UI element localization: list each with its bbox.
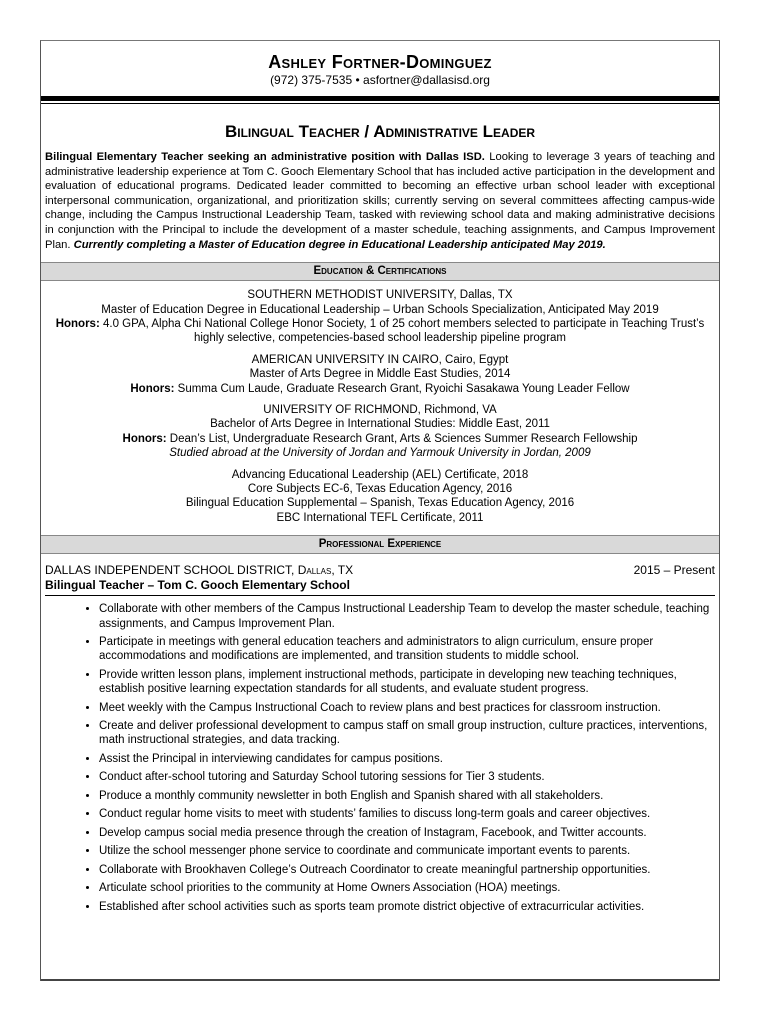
- study-abroad: Studied abroad at the University of Jordan and Yarmouk University in Jordan, 2009: [169, 447, 591, 460]
- honors-text: Summa Cum Laude, Graduate Research Grant, Ryoichi Sasakawa Young Leader Fellow: [174, 382, 630, 395]
- certification-item: Bilingual Education Supplemental – Spanish, Texas Education Agency, 2016: [185, 497, 575, 510]
- honors-label: Honors:: [130, 382, 175, 395]
- education-smu: [41, 288, 719, 346]
- list-item: • Collaborate with Brookhaven College’s Outreach Coordinator to create meaningful partnership opportunities.: [99, 863, 713, 877]
- honors: [41, 432, 719, 446]
- list-item: • Conduct after-school tutoring and Saturday School tutoring sessions for Tier 3 students.: [99, 770, 713, 784]
- certification-item: Core Subjects EC-6, Texas Education Agency, 2016: [247, 483, 513, 496]
- certification-item: Advancing Educational Leadership (AEL) Certificate, 2018: [231, 468, 529, 481]
- honors-label: Honors:: [55, 317, 100, 330]
- summary-paragraph: [45, 150, 715, 252]
- education-richmond: [41, 403, 719, 461]
- degree: Master of Education Degree in Educational Leadership – Urban Schools Specialization, Anticipated May 2019: [101, 303, 659, 316]
- list-item: • Collaborate with other members of the Campus Instructional Leadership Team to develop the master schedule, teaching assignments, and Campus Improvement Plan.: [99, 602, 713, 631]
- header-rule-thin: [41, 103, 719, 104]
- employer-city: Dallas: [297, 563, 332, 578]
- phone-number: (972) 375-7535: [270, 73, 353, 87]
- summary-closing: Currently completing a Master of Education degree in Educational Leadership anticipated May 2019.: [73, 238, 606, 251]
- list-item: • Assist the Principal in interviewing candidates for campus positions.: [99, 752, 713, 766]
- list-item: • Provide written lesson plans, implement instructional methods, participate in developing new teaching techniques, establish positive learning expectation standards for all students, and evaluate student progress.: [99, 668, 713, 697]
- list-item: • Conduct regular home visits to meet with students’ families to discuss long-term goals and career objectives.: [99, 807, 713, 821]
- degree: Bachelor of Arts Degree in International Studies: Middle East, 2011: [210, 418, 550, 431]
- certification-item: EBC International TEFL Certificate, 2011: [276, 511, 484, 524]
- school-name: UNIVERSITY OF RICHMOND, Richmond, VA: [263, 404, 497, 416]
- list-item: • Established after school activities such as sports team promote district objective of extracurricular activities.: [99, 900, 713, 914]
- list-item: • Utilize the school messenger phone service to coordinate and communicate important events to parents.: [99, 844, 713, 858]
- duties-list: [41, 602, 719, 914]
- email-address: asfortner@dallasisd.org: [363, 73, 490, 87]
- list-item: • Develop campus social media presence through the creation of Instagram, Facebook, and Twitter accounts.: [99, 826, 713, 840]
- contact-line: [41, 73, 719, 88]
- candidate-name: Ashley Fortner-Dominguez: [268, 52, 492, 72]
- job-title: Bilingual Teacher – Tom C. Gooch Elementary School: [45, 578, 715, 596]
- resume-headline: Bilingual Teacher / Administrative Leader: [224, 122, 536, 141]
- education-auc: [41, 353, 719, 396]
- certifications: [41, 468, 719, 526]
- education-section-title: Education & Certifications: [41, 262, 719, 281]
- honors: [41, 382, 719, 396]
- experience-section-title: Professional Experience: [41, 535, 719, 554]
- summary-lead: Bilingual Elementary Teacher seeking an administrative position with Dallas ISD.: [45, 151, 485, 163]
- summary-body: Looking to leverage 3 years of teaching and administrative leadership experience at Tom C. Gooch Elementary School that has included active participation in the development and evaluation of educational programs. Dedicated leader committed to becoming an effective urban school leader with exceptional interpersonal communication, organizational, and prioritization skills; currently serving on several committees affecting campus-wide change, including the Campus Instructional Leadership Team, tasked with reviewing school data and making administrative decisions in conjunction with the Principal to include the development of a master schedule, teaching assignments, and Campus Improvement Plan.: [45, 151, 715, 251]
- honors-text: 4.0 GPA, Alpha Chi National College Honor Society, 1 of 25 cohort members selected to participate in Teaching Trust’s highly selective, competencies-based school leadership pipeline program: [99, 317, 705, 345]
- employer-name-location: [45, 562, 353, 578]
- honors-label: Honors:: [122, 432, 167, 445]
- employer-line: [45, 562, 715, 578]
- contact-separator: •: [355, 73, 360, 87]
- employer-state: , TX: [331, 563, 354, 578]
- list-item: • Create and deliver professional development to campus staff on small group instruction, culture practices, interventions, math instructional strategies, and data tracking.: [99, 719, 713, 748]
- page-bottom-rule: [41, 979, 719, 981]
- header-rule-thick: [41, 96, 719, 101]
- list-item: • Articulate school priorities to the community at Home Owners Association (HOA) meetings.: [99, 881, 713, 895]
- list-item: • Meet weekly with the Campus Instructional Coach to review plans and best practices for classroom instruction.: [99, 701, 713, 715]
- list-item: • Participate in meetings with general education teachers and administrators to align curriculum, ensure proper accommodations and modifications are implemented, and transition students to middle school.: [99, 635, 713, 664]
- honors-text: Dean’s List, Undergraduate Research Grant, Arts & Sciences Summer Research Fellowship: [166, 432, 638, 445]
- employment-dates: 2015 – Present: [633, 563, 715, 578]
- list-item: • Produce a monthly community newsletter in both English and Spanish shared with all stakeholders.: [99, 789, 713, 803]
- school-name: AMERICAN UNIVERSITY IN CAIRO, Cairo, Egypt: [251, 353, 509, 366]
- school-name: SOUTHERN METHODIST UNIVERSITY, Dallas, TX: [247, 289, 513, 302]
- degree: Master of Arts Degree in Middle East Studies, 2014: [249, 368, 511, 381]
- honors: [41, 317, 719, 346]
- resume-page: [40, 40, 720, 981]
- employer-name: DALLAS INDEPENDENT SCHOOL DISTRICT,: [45, 563, 295, 578]
